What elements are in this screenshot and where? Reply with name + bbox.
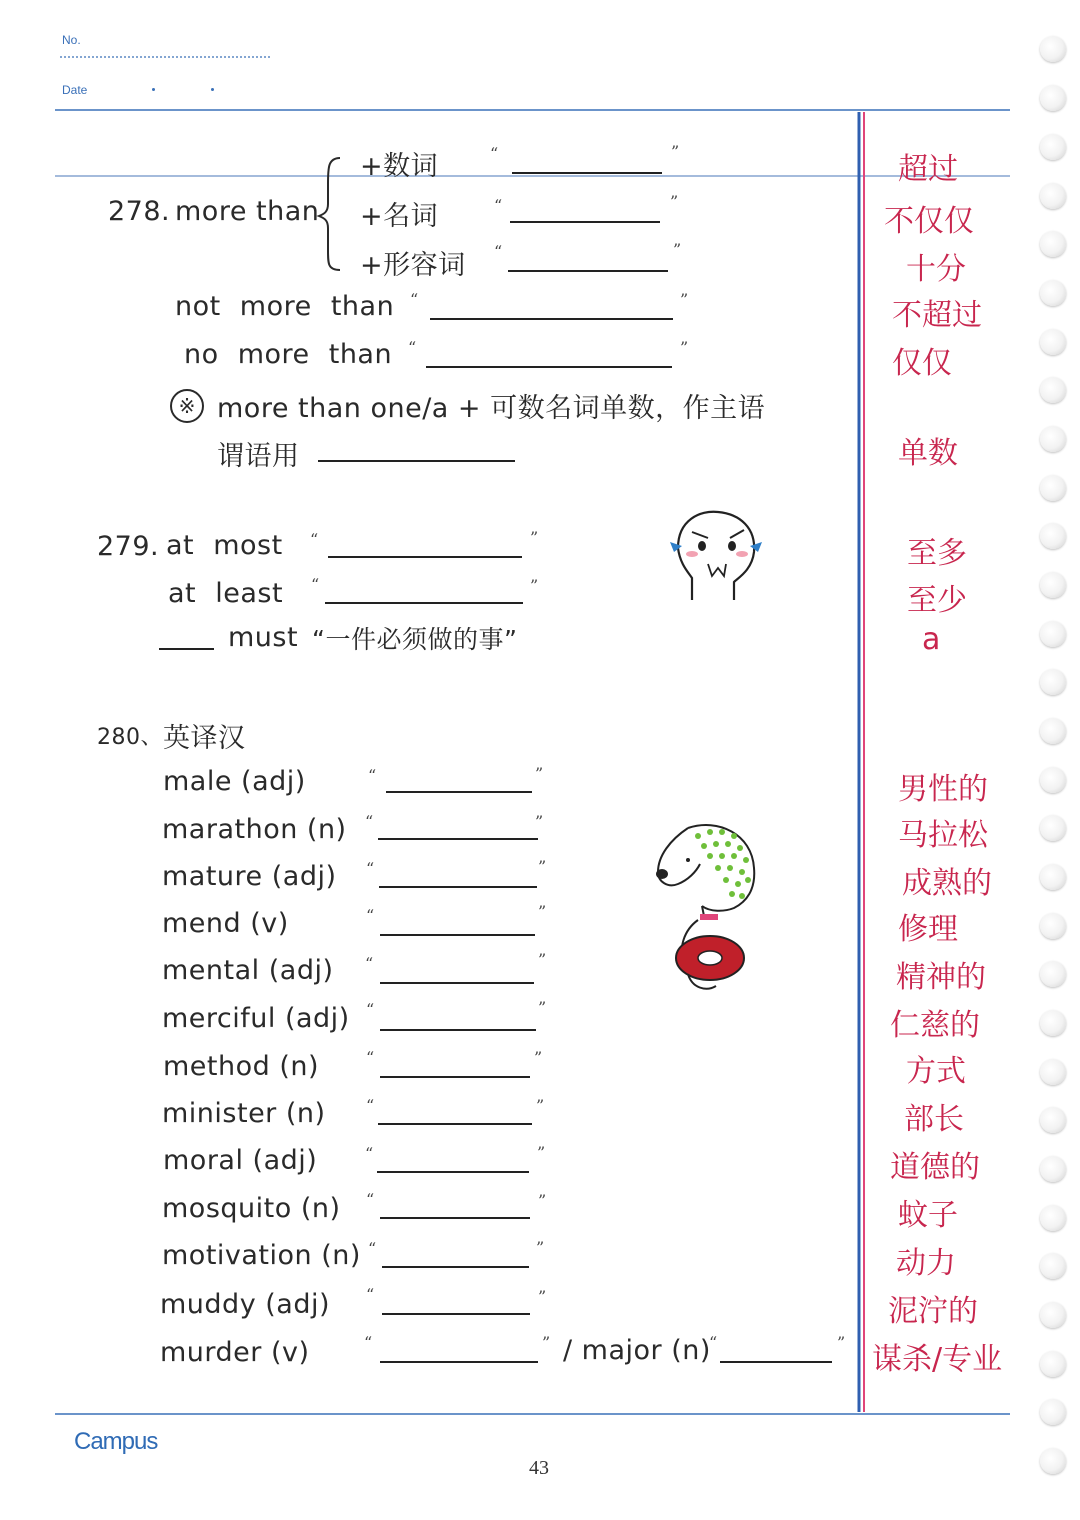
note-symbol: ※ — [178, 394, 196, 418]
binder-hole — [1040, 329, 1066, 355]
snoopy-doodle — [648, 820, 768, 1000]
open-quote: “ — [365, 1144, 374, 1163]
binder-hole — [1040, 1205, 1066, 1231]
binder-hole — [1040, 85, 1066, 111]
answer-279-1: 至多 — [907, 536, 967, 571]
answer-blank — [379, 886, 537, 888]
answer-blank — [720, 1361, 832, 1363]
close-quote: ” — [673, 240, 682, 259]
binder-hole — [1040, 1156, 1066, 1182]
branch-numeral: +数词 — [360, 151, 439, 182]
answer-278-5: 仅仅 — [892, 346, 952, 381]
binder-hole — [1040, 426, 1066, 452]
answer-280-6: 仁慈的 — [890, 1008, 980, 1043]
answer-278-2: 不仅仅 — [884, 204, 974, 239]
close-quote: ” — [535, 812, 544, 831]
answer-blank — [159, 648, 214, 650]
vocab-word: method (n) — [163, 1051, 320, 1082]
date-dot — [211, 88, 214, 91]
note-line-1: more than one/a + 可数名词单数，作主语 — [217, 393, 766, 424]
close-quote: ” — [534, 1048, 543, 1067]
binder-hole — [1040, 280, 1066, 306]
binder-hole — [1040, 1010, 1066, 1036]
binder-hole — [1040, 1253, 1066, 1279]
binder-hole — [1040, 1107, 1066, 1133]
close-quote: ” — [680, 290, 689, 309]
close-quote: ” — [538, 950, 547, 969]
vocab-word: minister (n) — [162, 1098, 326, 1129]
close-quote: ” — [536, 1096, 545, 1115]
vocab-word: motivation (n) — [162, 1240, 361, 1271]
binder-hole — [1040, 621, 1066, 647]
binder-hole — [1040, 913, 1066, 939]
item-278-phrase: more than — [175, 196, 320, 227]
close-quote: ” — [837, 1333, 846, 1352]
close-quote: ” — [538, 1191, 547, 1210]
item-280-title: 英译汉 — [163, 723, 246, 754]
vocab-word: muddy (adj) — [160, 1289, 331, 1320]
page-number: 43 — [529, 1457, 549, 1479]
answer-blank — [386, 791, 532, 793]
binder-hole — [1040, 1448, 1066, 1474]
answer-blank — [328, 556, 522, 558]
vocab-word: mature (adj) — [162, 861, 337, 892]
open-quote: “ — [366, 1000, 375, 1019]
curly-brace — [316, 154, 346, 274]
close-quote: ” — [537, 1143, 546, 1162]
answer-279-2: 至少 — [907, 583, 967, 618]
brand-logo: Campus — [74, 1428, 158, 1455]
answer-blank — [510, 221, 660, 223]
binder-hole — [1040, 815, 1066, 841]
item-279-number: 279. — [97, 531, 160, 562]
answer-blank — [378, 1123, 532, 1125]
binder-hole — [1040, 1399, 1066, 1425]
branch-adjective: +形容词 — [360, 250, 466, 281]
answer-blank — [318, 460, 515, 462]
answer-280-9: 道德的 — [890, 1150, 980, 1185]
not-more-than: not more than — [175, 291, 395, 322]
open-quote: “ — [366, 906, 375, 925]
open-quote: “ — [709, 1333, 718, 1352]
answer-blank — [377, 1171, 529, 1173]
open-quote: “ — [366, 1190, 375, 1209]
at-least: at least — [168, 578, 284, 609]
no-more-than: no more than — [184, 339, 393, 370]
answer-blank — [380, 934, 535, 936]
answer-blank — [512, 172, 662, 174]
open-quote: “ — [365, 812, 374, 831]
vocab-word: merciful (adj) — [162, 1003, 350, 1034]
open-quote: “ — [410, 290, 419, 309]
face-doodle — [666, 508, 766, 608]
date-label: Date — [62, 83, 88, 97]
vocab-word: mental (adj) — [162, 955, 334, 986]
answer-blank — [426, 366, 672, 368]
close-quote: ” — [538, 902, 547, 921]
answer-blank — [382, 1313, 530, 1315]
close-quote: ” — [536, 1238, 545, 1257]
item-278-number: 278. — [108, 196, 171, 227]
binder-hole — [1040, 767, 1066, 793]
binder-hole — [1040, 377, 1066, 403]
binder-hole — [1040, 1302, 1066, 1328]
close-quote: ” — [680, 338, 689, 357]
must: must — [228, 622, 299, 653]
open-quote: “ — [368, 766, 377, 785]
answer-blank — [508, 270, 668, 272]
item-280-number: 280、 — [97, 725, 163, 750]
answer-280-13: 谋杀/专业 — [872, 1342, 1003, 1377]
answer-280-10: 蚊子 — [898, 1198, 958, 1233]
answer-blank — [380, 1029, 536, 1031]
open-quote: “ — [494, 242, 503, 261]
answer-280-5: 精神的 — [896, 960, 986, 995]
answer-280-12: 泥泞的 — [888, 1294, 978, 1329]
answer-280-3: 成熟的 — [902, 866, 992, 901]
binder-hole — [1040, 718, 1066, 744]
close-quote: ” — [542, 1333, 551, 1352]
binder-hole — [1040, 134, 1066, 160]
answer-279-3: a — [922, 622, 941, 657]
answer-blank — [430, 318, 673, 320]
branch-noun: +名词 — [360, 201, 439, 232]
binder-hole — [1040, 183, 1066, 209]
vocab-word: male (adj) — [163, 766, 306, 797]
answer-blank — [380, 1361, 538, 1363]
answer-280-11: 动力 — [896, 1246, 956, 1281]
answer-blank — [378, 838, 538, 840]
vocab-word: moral (adj) — [163, 1145, 318, 1176]
open-quote: “ — [494, 196, 503, 215]
binder-hole — [1040, 475, 1066, 501]
open-quote: “ — [364, 1333, 373, 1352]
close-quote: ” — [670, 192, 679, 211]
answer-blank — [380, 1076, 530, 1078]
answer-280-7: 方式 — [906, 1054, 966, 1089]
vocab-word: mend (v) — [162, 908, 289, 939]
close-quote: ” — [530, 576, 539, 595]
close-quote: ” — [530, 528, 539, 547]
answer-blank — [380, 982, 534, 984]
answer-blank — [325, 602, 523, 604]
note-icon — [170, 389, 204, 423]
answer-280-2: 马拉松 — [898, 818, 988, 853]
open-quote: “ — [310, 530, 319, 549]
close-quote: ” — [538, 998, 547, 1017]
open-quote: “ — [366, 1285, 375, 1304]
close-quote: ” — [535, 764, 544, 783]
answer-278-1: 超过 — [898, 152, 958, 187]
binder-hole — [1040, 1059, 1066, 1085]
vocab-word: mosquito (n) — [162, 1193, 341, 1224]
note-line-2: 谓语用 — [217, 441, 300, 472]
no-label: No. — [62, 33, 81, 47]
answer-278-4: 不超过 — [892, 298, 982, 333]
open-quote: “ — [366, 1048, 375, 1067]
binder-hole — [1040, 864, 1066, 890]
close-quote: ” — [538, 857, 547, 876]
binder-hole — [1040, 1351, 1066, 1377]
vocab-word-major: / major (n) — [563, 1335, 711, 1366]
close-quote: ” — [671, 142, 680, 161]
open-quote: “ — [490, 144, 499, 163]
answer-280-8: 部长 — [904, 1102, 964, 1137]
open-quote: “ — [366, 859, 375, 878]
answer-280-1: 男性的 — [898, 772, 988, 807]
open-quote: “ — [408, 338, 417, 357]
binder-hole — [1040, 231, 1066, 257]
must-gloss: “一件必须做的事” — [312, 625, 518, 654]
open-quote: “ — [311, 575, 320, 594]
answer-blank — [382, 1266, 529, 1268]
at-most: at most — [166, 530, 283, 561]
date-dot — [152, 88, 155, 91]
open-quote: “ — [365, 954, 374, 973]
binder-hole — [1040, 523, 1066, 549]
open-quote: “ — [366, 1096, 375, 1115]
binder-hole — [1040, 36, 1066, 62]
answer-278-3: 十分 — [906, 252, 966, 287]
binder-hole — [1040, 669, 1066, 695]
answer-280-4: 修理 — [898, 912, 958, 947]
answer-blank — [380, 1217, 530, 1219]
answer-278-6: 单数 — [898, 436, 958, 471]
close-quote: ” — [538, 1287, 547, 1306]
binder-hole — [1040, 961, 1066, 987]
binder-hole — [1040, 572, 1066, 598]
vocab-word: marathon (n) — [162, 814, 347, 845]
open-quote: “ — [368, 1239, 377, 1258]
vocab-word: murder (v) — [160, 1337, 310, 1368]
